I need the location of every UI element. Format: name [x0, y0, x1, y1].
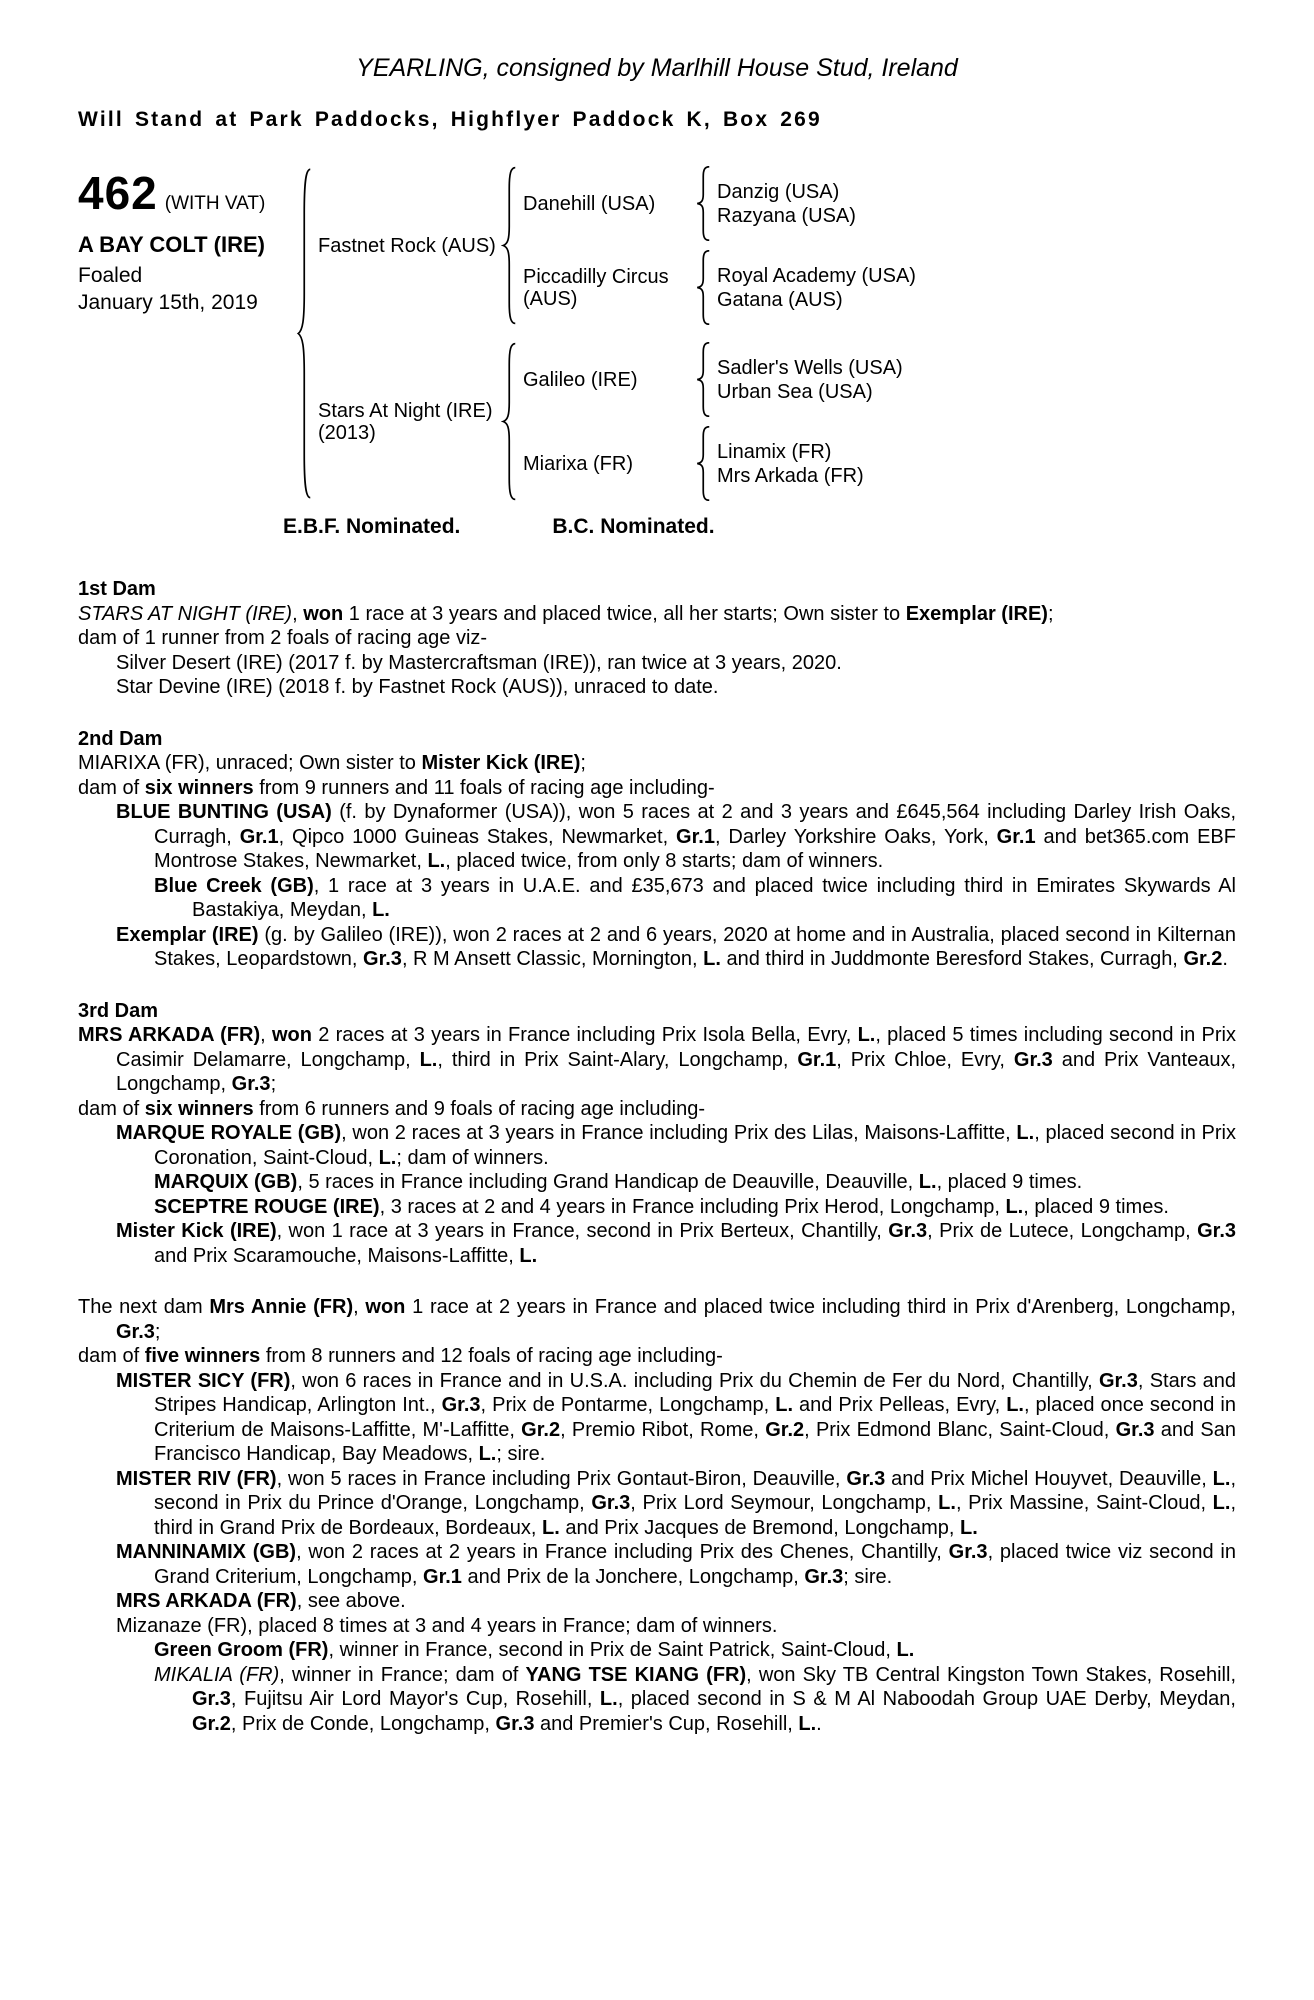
pedigree-paragraph: MRS ARKADA (FR), see above. — [116, 1590, 406, 1612]
bc-nominated-label: B.C. Nominated. — [552, 515, 715, 538]
pedigree-pair — [523, 164, 1236, 243]
pedigree-brace-icon — [501, 340, 516, 503]
dam-name — [318, 340, 501, 503]
sire-name-text: Fastnet Rock (AUS) — [318, 234, 496, 257]
pedigree-paragraph: Mizanaze (FR), placed 8 times at 3 and 4 years in France; dam of winners. — [116, 1614, 778, 1637]
pedigree-block — [78, 162, 1236, 503]
pedigree-paragraph: MIARIXA (FR), unraced; Own sister to Mister Kick (IRE); — [78, 752, 586, 774]
pedigree-paragraph: Star Devine (IRE) (2018 f. by Fastnet Rock (AUS)), unraced to date. — [116, 676, 719, 698]
foaled-label: Foaled — [78, 264, 143, 287]
ancestor-name: Miarixa (FR) — [523, 452, 633, 475]
pedigree-paragraph: dam of five winners from 8 runners and 12 foals of racing age including- — [78, 1345, 723, 1367]
pedigree-paragraph: MARQUE ROYALE (GB), won 2 races at 3 years in France including Prix des Lilas, Maisons-Laffitte, L., placed second in Prix Coronation, Saint-Cloud, L.; dam of winners. — [116, 1122, 1236, 1169]
ancestor-name: Royal Academy (USA) — [717, 264, 916, 287]
pedigree-brace-icon — [501, 164, 516, 327]
pedigree-brace-icon — [695, 164, 710, 243]
lot-number-row — [78, 167, 296, 219]
dam-grandparents — [523, 340, 1236, 503]
sire-half — [318, 164, 1236, 327]
pedigree-paragraph: dam of six winners from 9 runners and 11 foals of racing age including- — [78, 776, 715, 799]
pedigree-paragraph: Mister Kick (IRE), won 1 race at 3 years in France, second in Prix Berteux, Chantilly, Gr.3, Prix de Lutece, Longchamp, Gr.3 and Prix Scaramouche, Maisons-Laffitte, L. — [116, 1220, 1236, 1267]
ancestor-name: Gatana (AUS) — [717, 288, 843, 311]
dam-half — [318, 340, 1236, 503]
ancestor-name: Linamix (FR) — [717, 440, 832, 463]
pedigree-paragraph: Blue Creek (GB), 1 race at 3 years in U.A.E. and £35,673 and placed twice including third in Emirates Skywards Al Bastakiya, Meydan, L. — [154, 874, 1236, 921]
pedigree-halves — [318, 164, 1236, 503]
pedigree-paragraph: Green Groom (FR), winner in France, second in Prix de Saint Patrick, Saint-Cloud, L. — [154, 1639, 915, 1661]
pedigree-pair — [523, 424, 1236, 503]
lot-number: 462 — [78, 167, 158, 219]
ancestor-name: Sadler's Wells (USA) — [717, 356, 903, 379]
ancestor-name: Piccadilly Circus (AUS) — [523, 265, 669, 310]
great-grandparents — [717, 424, 1236, 503]
dam-section — [78, 1295, 1236, 1736]
pedigree-paragraph: MIKALIA (FR), winner in France; dam of YANG TSE KIANG (FR), won Sky TB Central Kingston Town Stakes, Rosehill, Gr.3, Fujitsu Air Lord Mayor's Cup, Rosehill, L., placed second in S & M Al Naboodah Group UAE Derby, Meydan, Gr.2, Prix de Conde, Longchamp, Gr.3 and Premier's Cup, Rosehill, L.. — [154, 1663, 1236, 1735]
pedigree-brace-icon — [296, 164, 311, 503]
section-heading: 1st Dam — [78, 578, 156, 600]
sire-name — [318, 164, 501, 327]
dam-name-suffix: (2013) — [318, 421, 376, 444]
pedigree-paragraph: MISTER RIV (FR), won 5 races in France including Prix Gontaut-Biron, Deauville, Gr.3 and Prix Michel Houyvet, Deauville, L., second in Prix du Prince d'Orange, Longchamp, Gr.3, Prix Lord Seymour, Longchamp, L., Prix Massine, Saint-Cloud, L., third in Grand Prix de Bordeaux, Bordeaux, L. and Prix Jacques de Bremond, Longchamp, L. — [116, 1467, 1237, 1539]
pedigree-paragraph: MARQUIX (GB), 5 races in France including Grand Handicap de Deauville, Deauville, L., placed 9 times. — [154, 1171, 1083, 1193]
pedigree-paragraph: dam of 1 runner from 2 foals of racing age viz- — [78, 627, 488, 649]
ancestor-name: Urban Sea (USA) — [717, 380, 873, 403]
ancestor-name: Danzig (USA) — [717, 180, 840, 203]
foaled-date: January 15th, 2019 — [78, 291, 258, 314]
ancestor-name: Galileo (IRE) — [523, 368, 638, 391]
great-grandparents — [717, 248, 1236, 327]
pedigree-paragraph: MISTER SICY (FR), won 6 races in France and in U.S.A. including Prix du Chemin de Fer du Nord, Chantilly, Gr.3, Stars and Stripes Handicap, Arlington Int., Gr.3, Prix de Pontarme, Longchamp, L. and Prix Pelleas, Evry, L., placed once second in Criterium de Maisons-Laffitte, M'-Laffitte, Gr.2, Premio Ribot, Rome, Gr.2, Prix Edmond Blanc, Saint-Cloud, Gr.3 and San Francisco Handicap, Bay Meadows, L.; sire. — [116, 1369, 1237, 1465]
great-grandparents — [717, 164, 1236, 243]
pedigree-paragraph: STARS AT NIGHT (IRE), won 1 race at 3 years and placed twice, all her starts; Own sister to Exemplar (IRE); — [78, 602, 1054, 625]
pedigree-paragraph: BLUE BUNTING (USA) (f. by Dynaformer (USA)), won 5 races at 2 and 3 years and £645,564 including Darley Irish Oaks, Curragh, Gr.1, Qipco 1000 Guineas Stakes, Newmarket, Gr.1, Darley Yorkshire Oaks, York, Gr.1 and bet365.com EBF Montrose Stakes, Newmarket, L., placed twice, from only 8 starts; dam of winners. — [116, 801, 1236, 872]
ancestor-name: Razyana (USA) — [717, 204, 856, 227]
pedigree-pair — [523, 340, 1236, 419]
section-heading: 2nd Dam — [78, 727, 163, 750]
pedigree-brace-icon — [695, 248, 710, 327]
pedigree-brace-icon — [695, 424, 710, 503]
pedigree-paragraph: MRS ARKADA (FR), won 2 races at 3 years in France including Prix Isola Bella, Evry, L., placed 5 times including second in Prix Casimir Delamarre, Longchamp, L., third in Prix Saint-Alary, Longchamp, Gr.1, Prix Chloe, Evry, Gr.3 and Prix Vanteaux, Longchamp, Gr.3; — [78, 1024, 1236, 1095]
ancestor-name: Mrs Arkada (FR) — [717, 464, 864, 487]
pedigree-pair — [523, 248, 1236, 327]
ancestor-name: Danehill (USA) — [523, 192, 656, 215]
dam-section — [78, 727, 1236, 972]
sire-grandparents — [523, 164, 1236, 327]
vat-note: (WITH VAT) — [164, 193, 266, 214]
lot-description: A BAY COLT (IRE) — [78, 232, 266, 257]
section-heading: 3rd Dam — [78, 999, 159, 1022]
pedigree-paragraph: The next dam Mrs Annie (FR), won 1 race at 2 years in France and placed twice including third in Prix d'Arenberg, Longchamp, Gr.3; — [78, 1296, 1236, 1343]
pedigree-text-sections — [78, 577, 1236, 1736]
pedigree-paragraph: Exemplar (IRE) (g. by Galileo (IRE)), won 2 races at 2 and 6 years, 2020 at home and in Australia, placed second in Kilternan Stakes, Leopardstown, Gr.3, R M Ansett Classic, Mornington, L. and third in Juddmonte Beresford Stakes, Curragh, Gr.2. — [116, 923, 1236, 970]
lot-info — [78, 162, 296, 503]
nominations-row — [283, 515, 1236, 539]
pedigree-paragraph: SCEPTRE ROUGE (IRE), 3 races at 2 and 4 years in France including Prix Herod, Longchamp, L., placed 9 times. — [154, 1195, 1169, 1218]
pedigree-paragraph: dam of six winners from 6 runners and 9 foals of racing age including- — [78, 1097, 706, 1120]
dam-name-text: Stars At Night (IRE) — [318, 399, 493, 422]
pedigree-tree — [296, 162, 1236, 503]
stand-location-line: Will Stand at Park Paddocks, Highflyer Paddock K, Box 269 — [78, 108, 822, 131]
dam-section — [78, 999, 1236, 1269]
consignor-line: YEARLING, consigned by Marlhill House Stud, Ireland — [356, 54, 958, 82]
ebf-nominated-label: E.B.F. Nominated. — [283, 515, 461, 538]
pedigree-paragraph: MANNINAMIX (GB), won 2 races at 2 years in France including Prix des Chenes, Chantilly, Gr.3, placed twice viz second in Grand Criterium, Longchamp, Gr.1 and Prix de la Jonchere, Longchamp, Gr.3; sire. — [116, 1541, 1236, 1588]
dam-section — [78, 577, 1236, 700]
pedigree-brace-icon — [695, 340, 710, 419]
great-grandparents — [717, 340, 1236, 419]
pedigree-paragraph: Silver Desert (IRE) (2017 f. by Mastercraftsman (IRE)), ran twice at 3 years, 2020. — [116, 651, 842, 674]
